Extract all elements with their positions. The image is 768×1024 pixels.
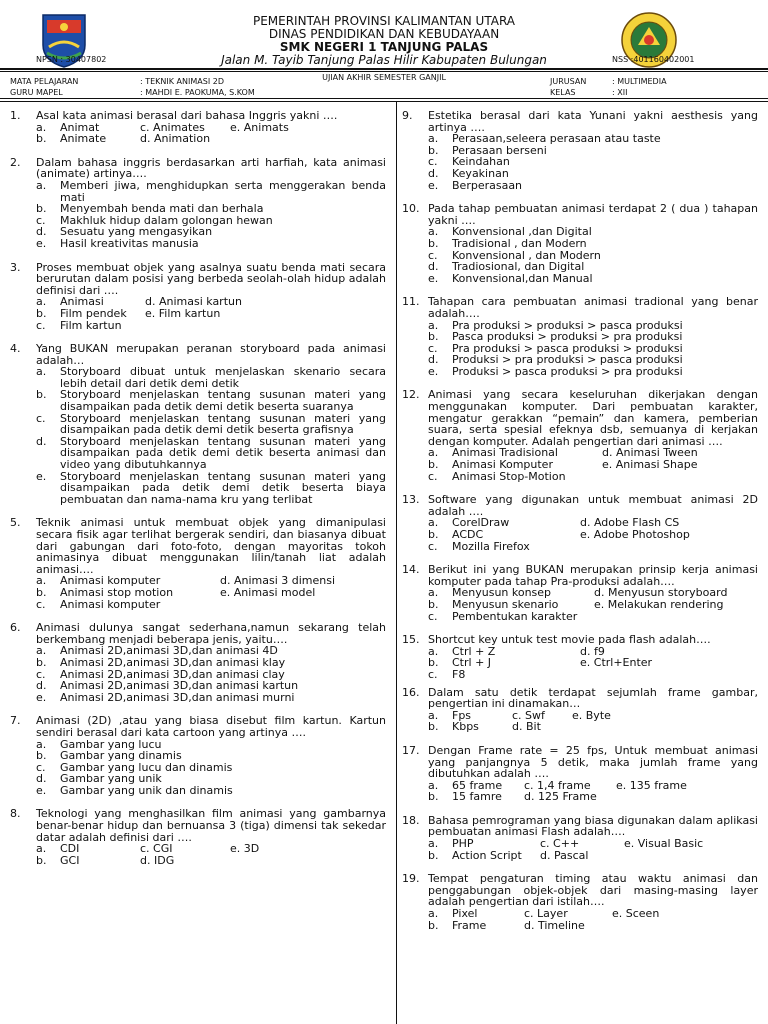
question-17 [402, 745, 758, 803]
option-letter: c. [428, 248, 438, 262]
option-letter: c. [428, 609, 438, 623]
question-12 [402, 389, 758, 482]
option-row [36, 320, 386, 332]
option-text: Pra produksi > pasca produksi > produksi [452, 341, 683, 355]
option-text: Storyboard dibuat untuk menjelaskan skenario secara lebih detail dari detik demi detik [60, 365, 386, 390]
document-header [0, 0, 768, 108]
option-letter: a. [428, 516, 439, 530]
option-row [36, 308, 386, 320]
option-text: Tradisional , dan Modern [452, 236, 587, 250]
option-text: d. Animasi 3 dimensi [220, 574, 336, 588]
question-text: Bahasa pemrograman yang biasa digunakan dalam aplikasi pembuatan animasi Flash adalah…. [428, 813, 758, 839]
option-text: Animat [60, 120, 100, 134]
option-row [428, 657, 758, 669]
option-row [428, 791, 758, 803]
option-letter: a. [428, 837, 439, 851]
option-letter: a. [428, 644, 439, 658]
option-text: Frame [452, 918, 487, 932]
option-letter: c. [428, 469, 438, 483]
question-text: Estetika berasal dari kata Yunani yakni aesthesis yang artinya …. [428, 109, 758, 134]
question-number: 1. [10, 109, 21, 122]
option-row [428, 838, 758, 850]
option-text: Berperasaan [452, 178, 523, 192]
option-text: Animasi 2D,animasi 3D,dan animasi clay [60, 667, 285, 681]
option-letter: c. [36, 667, 46, 681]
option-letter: c. [36, 318, 46, 332]
question-number: 13. [402, 493, 420, 507]
option-text: Animate [60, 132, 107, 146]
option-text: e. 135 frame [616, 778, 687, 792]
option [36, 657, 386, 669]
header-rule [0, 68, 768, 70]
option-letter: a. [36, 842, 47, 856]
option-letter: e. [428, 178, 439, 192]
option-letter: a. [36, 120, 47, 134]
option-letter: a. [36, 574, 47, 588]
question-text: Yang BUKAN merupakan peranan storyboard pada animasi adalah… [36, 342, 386, 367]
option-row [428, 459, 758, 471]
option-letter: b. [428, 597, 439, 611]
option-text: Tradiosional, dan Digital [452, 260, 585, 274]
question-number: 7. [10, 714, 21, 728]
question-text: Teknik animasi untuk membuat objek yang dimanipulasi secara fisik agar terlihat bergerak sendiri, dan biasanya dibuat dari gabungan dari foto-foto, dengan mayoritas tokoh animasinya dibuat menggunakan lilin/tanah liat adalah animasi…. [36, 516, 386, 576]
major-value: : MULTIMEDIA [612, 77, 667, 86]
questions-right-column [402, 110, 758, 943]
option-letter: a. [428, 446, 439, 460]
option-letter: b. [428, 143, 439, 157]
question-text: Tempat pengaturan timing atau waktu animasi dan penggabungan objek-objek dari masing-masing layer adalah pengertian dari istilah…. [428, 872, 758, 909]
option-text: d. Timeline [524, 918, 585, 932]
question-number: 19. [402, 872, 420, 886]
option [36, 750, 386, 762]
option-text: Konvensional , dan Modern [452, 248, 601, 262]
option-text: PHP [452, 837, 474, 851]
question-7 [10, 715, 386, 796]
option-text: Animasi Tradisional [452, 446, 558, 460]
option-letter: a. [428, 708, 439, 722]
question-11 [402, 296, 758, 377]
question-text: Berikut ini yang BUKAN merupakan prinsip kerja animasi komputer pada tahap Pra-produksi adalah…. [428, 563, 758, 588]
option-text: Perasaan berseni [452, 143, 547, 157]
option [36, 203, 386, 215]
option-row [428, 529, 758, 541]
option [36, 413, 386, 436]
question-number: 9. [402, 109, 413, 122]
option-letter: a. [36, 178, 47, 192]
question-9 [402, 110, 758, 191]
question-4 [10, 343, 386, 505]
question-text: Dengan Frame rate = 25 fps, Untuk membuat animasi yang panjangnya 5 detik, maka jumlah frame yang dibutuhkan adalah …. [428, 743, 758, 781]
question-text: Animasi yang secara keseluruhan dikerjakan dengan menggunakan komputer. Dari pembuatan karakter, mengatur gerakkan “pemain” dan kamera, pemberian suara, serta spesial efeknya dsb, semuanya di kerjakan dengan komputer. Adalah pengertian dari animasi …. [428, 388, 758, 448]
option [36, 436, 386, 471]
option-text: Pra produksi > produksi > pasca produksi [452, 318, 683, 332]
option-letter: b. [36, 388, 47, 402]
question-text: Software yang digunakan untuk membuat animasi 2D adalah …. [428, 493, 758, 518]
option-text: c. C++ [540, 837, 580, 851]
option-text: Action Script [452, 848, 522, 862]
question-number: 11. [402, 295, 420, 309]
option-letter: c. [428, 155, 438, 169]
option-letter: c. [36, 213, 46, 227]
option [36, 366, 386, 389]
option-text: Animasi 2D,animasi 3D,dan animasi klay [60, 655, 286, 669]
class-value: : XII [612, 88, 628, 97]
option-text: e. 3D [230, 842, 260, 856]
option-text: d. Animation [140, 132, 211, 146]
subject-label: MATA PELAJARAN [10, 77, 79, 86]
option-text: Storyboard menjelaskan tentang susunan materi yang disampaikan pada detik demi detik beserta grafisnya [60, 411, 386, 437]
option-letter: b. [428, 330, 439, 344]
option [36, 785, 386, 797]
option-text: Konvensional,dan Manual [452, 271, 593, 285]
option-text: d. Pascal [540, 848, 589, 862]
question-text: Asal kata animasi berasal dari bahasa Inggris yakni …. [36, 109, 338, 122]
option [428, 273, 758, 285]
option-text: Animasi 2D,animasi 3D,dan animasi 4D [60, 644, 278, 658]
option-letter: d. [428, 353, 439, 367]
option-text: e. Byte [572, 708, 611, 722]
question-6 [10, 622, 386, 703]
option-text: Keyakinan [452, 166, 509, 180]
option-text: c. Layer [524, 907, 568, 921]
option-text: Film pendek [60, 306, 127, 320]
option-text: d. f9 [580, 644, 605, 658]
option-text: Animasi 2D,animasi 3D,dan animasi murni [60, 690, 295, 704]
question-16 [402, 687, 758, 733]
option-text: Animasi 2D,animasi 3D,dan animasi kartun [60, 679, 299, 693]
option-text: d. Animasi Tween [602, 446, 698, 460]
option-letter: e. [36, 469, 47, 483]
option-letter: b. [36, 585, 47, 599]
option-text: Animasi Stop-Motion [452, 469, 566, 483]
option-letter: a. [428, 132, 439, 146]
option-text: e. Film kartun [145, 306, 221, 320]
option-text: Gambar yang lucu dan dinamis [60, 760, 233, 774]
question-15 [402, 634, 758, 680]
npsn-text: NPSN : 30407802 [36, 55, 107, 64]
option-text: e. Visual Basic [624, 837, 704, 851]
question-1 [10, 110, 386, 145]
option-letter: a. [36, 365, 47, 379]
option-text: Gambar yang unik [60, 772, 162, 786]
option-text: Ctrl + J [452, 656, 492, 670]
option-letter: a. [428, 225, 439, 239]
option-letter: b. [36, 202, 47, 216]
option-text: Produksi > pasca produksi > pra produksi [452, 364, 683, 378]
option-text: e. Animats [230, 120, 289, 134]
question-text: Dalam bahasa inggris berdasarkan arti harfiah, kata animasi (animate) artinya…. [36, 155, 386, 181]
question-8 [10, 808, 386, 866]
question-number: 12. [402, 388, 420, 402]
question-number: 10. [402, 202, 420, 216]
question-number: 3. [10, 260, 21, 274]
option-text: Sesuatu yang mengasyikan [60, 225, 213, 239]
option-letter: d. [36, 679, 47, 693]
option-letter: c. [36, 760, 46, 774]
option-letter: d. [428, 260, 439, 274]
option-text: Storyboard menjelaskan tentang susunan materi yang disampaikan pada detik demi detik beserta suaranya [60, 388, 386, 414]
header-rule [0, 71, 768, 72]
option-letter: b. [428, 528, 439, 541]
option-letter: e. [428, 364, 439, 378]
option-text: Ctrl + Z [452, 644, 496, 658]
option-text: Keindahan [452, 155, 510, 169]
option-letter: e. [428, 271, 439, 285]
option-row [36, 133, 386, 145]
header-rule [0, 98, 768, 99]
question-10 [402, 203, 758, 284]
option [36, 692, 386, 704]
option-text: Produksi > pra produksi > pasca produksi [452, 353, 683, 367]
option [428, 331, 758, 343]
question-number: 16. [402, 685, 420, 699]
question-number: 17. [402, 743, 420, 757]
question-text: Dalam satu detik terdapat sejumlah frame gambar, pengertian ini dinamakan… [428, 685, 758, 711]
option-text: 15 famre [452, 790, 502, 804]
questions-left-column [10, 110, 386, 878]
option-text: GCI [60, 853, 80, 867]
option-letter: a. [428, 907, 439, 921]
option-text: Gambar yang lucu [60, 737, 162, 751]
option-text: Pixel [452, 907, 478, 921]
question-2 [10, 157, 386, 250]
option-letter: d. [36, 225, 47, 239]
option [428, 168, 758, 180]
question-number: 6. [10, 621, 21, 635]
option-text: Mozilla Firefox [452, 539, 530, 553]
option-letter: d. [36, 772, 47, 786]
option-text: Gambar yang unik dan dinamis [60, 783, 233, 797]
option-row [428, 850, 758, 862]
option-row [428, 599, 758, 611]
column-divider [396, 102, 397, 1024]
option-letter: a. [428, 586, 439, 600]
question-18 [402, 815, 758, 861]
question-19 [402, 873, 758, 931]
option [36, 471, 386, 506]
option [36, 238, 386, 250]
option-text: Memberi jiwa, menghidupkan serta menggerakan benda mati [60, 178, 386, 204]
question-text: Tahapan cara pembuatan animasi tradional yang benar adalah…. [428, 295, 758, 320]
option-text: Menyusun skenario [452, 597, 559, 611]
question-3 [10, 262, 386, 332]
option-text: d. Bit [512, 720, 541, 734]
option-text: c. Animates [140, 120, 205, 134]
option-letter: b. [36, 853, 47, 867]
option-text: Animasi komputer [60, 597, 161, 611]
question-number: 15. [402, 633, 420, 647]
header-address: Jalan M. Tayib Tanjung Palas Hilir Kabupaten Bulungan [221, 53, 547, 67]
header-agency: DINAS PENDIDIKAN DAN KEBUDAYAAN [268, 27, 500, 41]
option-row [428, 669, 758, 681]
option-text: ACDC [452, 528, 484, 541]
option-text: Perasaan,seleera perasaan atau taste [452, 132, 661, 146]
option-text: e. Sceen [612, 907, 660, 921]
option-text: Makhluk hidup dalam golongan hewan [60, 213, 273, 227]
option-row [428, 920, 758, 932]
option-row [428, 721, 758, 733]
question-number: 4. [10, 342, 21, 356]
option-letter: b. [36, 306, 47, 320]
option-text: d. Animasi kartun [145, 295, 242, 309]
option-row [428, 908, 758, 920]
option-text: Konvensional ,dan Digital [452, 225, 592, 239]
option-letter: a. [428, 318, 439, 332]
option-letter: c. [36, 411, 46, 425]
option-letter: a. [36, 644, 47, 658]
header-rule [0, 101, 768, 102]
option-text: d. Adobe Flash CS [580, 516, 680, 530]
option-text: d. IDG [140, 853, 175, 867]
option-text: Menyusun konsep [452, 586, 552, 600]
option-text: e. Animasi Shape [602, 458, 698, 472]
option-text: Hasil kreativitas manusia [60, 236, 199, 250]
option-letter: b. [428, 458, 439, 472]
option-text: Fps [452, 708, 472, 722]
exam-title: UJIAN AKHIR SEMESTER GANJIL [322, 73, 446, 82]
option [428, 366, 758, 378]
nss-text: NSS :401160402001 [612, 55, 695, 64]
option [36, 389, 386, 412]
option-text: e. Melakukan rendering [594, 597, 724, 611]
option-letter: e. [36, 236, 47, 250]
option-text: Storyboard menjelaskan tentang susunan materi yang disampaikan pada detik demi detik beserta animasi dan video yang dibutuhkannya [60, 434, 386, 472]
option-letter: c. [36, 597, 46, 611]
option-text: c. CGI [140, 842, 173, 856]
option-text: c. 1,4 frame [524, 778, 591, 792]
question-number: 2. [10, 155, 21, 169]
option-text: Storyboard menjelaskan tentang susunan materi yang disampaikan pada detik demi detik beserta biaya pembuatan dan nama-nama kru yang terlibat [60, 469, 386, 506]
option-text: Animasi [60, 295, 104, 309]
subject-value: : TEKNIK ANIMASI 2D [140, 77, 224, 86]
option-text: Menyembah benda mati dan berhala [60, 202, 264, 216]
option-letter: b. [428, 790, 439, 804]
option-letter: b. [36, 132, 47, 146]
question-text: Pada tahap pembuatan animasi terdapat 2 ( dua ) tahapan yakni …. [428, 202, 758, 227]
option [428, 180, 758, 192]
option-letter: c. [428, 667, 438, 681]
option [36, 180, 386, 203]
option-text: Animasi stop motion [60, 585, 174, 599]
option-row [36, 855, 386, 867]
question-number: 18. [402, 813, 420, 827]
question-text: Animasi (2D) ,atau yang biasa disebut film kartun. Kartun sendiri berasal dari kata cartoon yang artinya …. [36, 714, 386, 739]
option-row [428, 471, 758, 483]
option-letter: a. [36, 737, 47, 751]
question-5 [10, 517, 386, 610]
option-row [36, 843, 386, 855]
question-text: Animasi dulunya sangat sederhana,namun sekarang telah berkembang menjadi beberapa jenis, yaitu…. [36, 621, 386, 646]
option-letter: b. [428, 720, 439, 734]
option-text: e. Adobe Photoshop [580, 528, 690, 541]
option-text: d. 125 Frame [524, 790, 597, 804]
option-text: Gambar yang dinamis [60, 749, 182, 763]
question-number: 5. [10, 516, 21, 530]
option-letter: a. [428, 778, 439, 792]
question-number: 8. [10, 807, 21, 821]
teacher-value: : MAHDI E. PAOKUMA, S.KOM [140, 88, 255, 97]
option-letter: d. [428, 166, 439, 180]
option-text: 65 frame [452, 778, 503, 792]
option-letter: a. [36, 295, 47, 309]
question-number: 14. [402, 563, 420, 577]
class-label: KELAS [550, 88, 576, 97]
option-letter: b. [428, 848, 439, 862]
question-text: Proses membuat objek yang asalnya suatu benda mati secara berurutan dalam posisi yang berbeda seolah-olah hidup adalah definisi dari …. [36, 260, 386, 297]
option-letter: b. [428, 236, 439, 250]
question-14 [402, 564, 758, 622]
option-text: Animasi Komputer [452, 458, 553, 472]
option-text: Pembentukan karakter [452, 609, 578, 623]
option-letter: b. [428, 918, 439, 932]
option-text: CorelDraw [452, 516, 510, 530]
option-row [36, 599, 386, 611]
option-text: CDI [60, 842, 80, 856]
option-text: Kbps [452, 720, 479, 734]
option-text: e. Ctrl+Enter [580, 656, 653, 670]
option-text: e. Animasi model [220, 585, 316, 599]
option-letter: b. [428, 656, 439, 670]
option-row [428, 541, 758, 553]
header-school: SMK NEGERI 1 TANJUNG PALAS [279, 40, 489, 54]
option-letter: b. [36, 749, 47, 763]
option-row [428, 611, 758, 623]
option-text: c. Swf [512, 708, 545, 722]
option-letter: c. [428, 341, 438, 355]
question-text: Teknologi yang menghasilkan film animasi yang gambarnya benar-benar hidup dan bernuansa 3 (tiga) dimensi tak sekedar datar adalah definisi dari …. [36, 807, 386, 844]
option-letter: e. [36, 783, 47, 797]
option-text: Animasi komputer [60, 574, 161, 588]
option-text: Film kartun [60, 318, 122, 332]
option-text: d. Menyusun storyboard [594, 586, 728, 600]
major-label: JURUSAN [550, 77, 587, 86]
question-13 [402, 494, 758, 552]
teacher-label: GURU MAPEL [10, 88, 63, 97]
option-letter: c. [428, 539, 438, 553]
option [428, 238, 758, 250]
header-province: PEMERINTAH PROVINSI KALIMANTAN UTARA [252, 14, 516, 28]
option-letter: b. [36, 655, 47, 669]
option-row [36, 587, 386, 599]
option-letter: d. [36, 434, 47, 448]
option-text: F8 [452, 667, 466, 681]
option-text: Pasca produksi > produksi > pra produksi [452, 330, 683, 344]
option-letter: e. [36, 690, 47, 704]
option [428, 261, 758, 273]
option [36, 680, 386, 692]
question-text: Shortcut key untuk test movie pada flash adalah…. [428, 633, 711, 647]
